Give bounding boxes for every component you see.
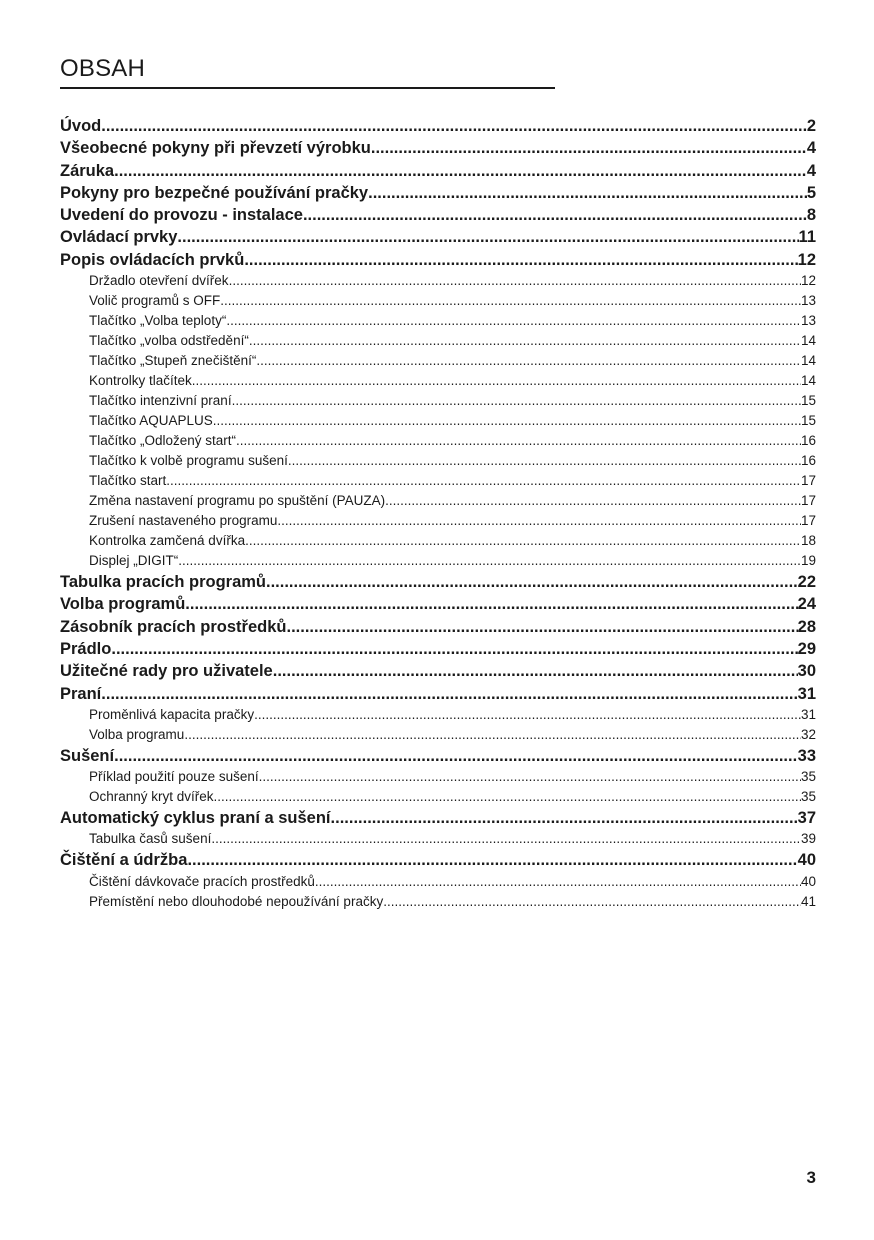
- page-number: 3: [806, 1168, 816, 1187]
- toc-section-entry[interactable]: [60, 491, 816, 511]
- toc-dot-leader: [254, 705, 801, 725]
- toc-dot-leader: [371, 137, 807, 159]
- toc-entry-label: Kontrolky tlačítek: [89, 373, 192, 389]
- toc-entry-page-number: 28: [797, 617, 816, 636]
- toc-entry-label: Tabulka časů sušení: [89, 831, 212, 847]
- toc-section-entry[interactable]: [60, 371, 816, 391]
- toc-entry-page-number: 8: [806, 206, 816, 225]
- toc-entry-page-number: 17: [800, 493, 816, 509]
- toc-entry-page-number: 40: [797, 851, 816, 870]
- toc-section-entry[interactable]: [60, 725, 816, 745]
- toc-entry-label: Záruka: [60, 161, 115, 180]
- toc-entry-page-number: 11: [798, 228, 816, 247]
- toc-entry-page-number: 4: [806, 139, 816, 158]
- toc-dot-leader: [111, 638, 797, 660]
- toc-entry-page-number: 15: [800, 413, 816, 429]
- toc-chapter-entry[interactable]: [60, 182, 816, 204]
- toc-entry-page-number: 17: [800, 513, 816, 529]
- toc-entry-label: Tlačítko intenzivní praní: [89, 393, 232, 409]
- toc-section-entry[interactable]: [60, 531, 816, 551]
- toc-chapter-entry[interactable]: [60, 683, 816, 705]
- toc-section-entry[interactable]: [60, 451, 816, 471]
- toc-section-entry[interactable]: [60, 291, 816, 311]
- toc-entry-page-number: 19: [800, 553, 816, 569]
- toc-entry-page-number: 37: [797, 809, 816, 828]
- toc-entry-page-number: 40: [800, 873, 816, 889]
- toc-section-entry[interactable]: [60, 511, 816, 531]
- toc-entry-page-number: 13: [800, 313, 816, 329]
- toc-dot-leader: [232, 391, 801, 411]
- toc-dot-leader: [101, 115, 807, 137]
- toc-chapter-entry[interactable]: [60, 204, 816, 226]
- toc-section-entry[interactable]: [60, 892, 816, 912]
- toc-entry-page-number: 15: [800, 393, 816, 409]
- toc-dot-leader: [383, 892, 801, 912]
- toc-dot-leader: [185, 593, 797, 615]
- toc-section-entry[interactable]: [60, 431, 816, 451]
- toc-chapter-entry[interactable]: [60, 807, 816, 829]
- toc-chapter-entry[interactable]: [60, 226, 816, 248]
- toc-section-entry[interactable]: [60, 705, 816, 725]
- toc-section-entry[interactable]: [60, 872, 816, 892]
- toc-dot-leader: [214, 787, 801, 807]
- toc-section-entry[interactable]: [60, 551, 816, 571]
- toc-dot-leader: [211, 829, 801, 849]
- toc-entry-label: Přemístění nebo dlouhodobé nepoužívání pračky: [89, 893, 384, 909]
- toc-dot-leader: [226, 311, 801, 331]
- toc-chapter-entry[interactable]: [60, 638, 816, 660]
- toc-dot-leader: [244, 249, 797, 271]
- toc-entry-page-number: 29: [797, 639, 816, 658]
- toc-entry-label: Sušení: [60, 746, 115, 765]
- toc-entry-page-number: 31: [800, 706, 816, 722]
- toc-section-entry[interactable]: [60, 767, 816, 787]
- toc-dot-leader: [114, 745, 798, 767]
- toc-entry-page-number: 35: [800, 769, 816, 785]
- toc-entry-page-number: 31: [797, 684, 816, 703]
- toc-section-entry[interactable]: [60, 311, 816, 331]
- toc-chapter-entry[interactable]: [60, 593, 816, 615]
- toc-dot-leader: [331, 807, 798, 829]
- toc-dot-leader: [245, 531, 801, 551]
- toc-entry-page-number: 32: [800, 726, 816, 742]
- toc-section-entry[interactable]: [60, 391, 816, 411]
- toc-section-entry[interactable]: [60, 787, 816, 807]
- toc-entry-label: Kontrolka zamčená dvířka: [89, 533, 246, 549]
- toc-dot-leader: [213, 411, 801, 431]
- toc-entry-label: Prádlo: [60, 639, 112, 658]
- toc-entry-label: Zásobník pracích prostředků: [60, 617, 287, 636]
- toc-entry-page-number: 14: [800, 373, 816, 389]
- toc-dot-leader: [259, 767, 801, 787]
- toc-entry-label: Držadlo otevření dvířek: [89, 273, 229, 289]
- toc-entry-label: Příklad použití pouze sušení: [89, 769, 259, 785]
- toc-entry-label: Čištění dávkovače pracích prostředků: [89, 873, 315, 889]
- toc-section-entry[interactable]: [60, 829, 816, 849]
- toc-chapter-entry[interactable]: [60, 660, 816, 682]
- toc-dot-leader: [192, 371, 801, 391]
- toc-section-entry[interactable]: [60, 471, 816, 491]
- toc-entry-page-number: 33: [797, 746, 816, 765]
- toc-chapter-entry[interactable]: [60, 249, 816, 271]
- toc-dot-leader: [184, 725, 801, 745]
- toc-dot-leader: [187, 849, 797, 871]
- toc-dot-leader: [315, 872, 801, 892]
- toc-dot-leader: [256, 351, 801, 371]
- toc-dot-leader: [177, 226, 798, 248]
- toc-entry-label: Tabulka pracích programů: [60, 573, 266, 592]
- toc-entry-label: Automatický cyklus praní a sušení: [60, 809, 331, 828]
- toc-entry-label: Ovládací prvky: [60, 228, 178, 247]
- toc-dot-leader: [249, 331, 801, 351]
- toc-entry-page-number: 41: [800, 893, 816, 909]
- table-of-contents: [60, 115, 816, 912]
- toc-chapter-entry[interactable]: [60, 137, 816, 159]
- toc-dot-leader: [286, 616, 797, 638]
- toc-entry-label: Tlačítko start: [89, 473, 167, 489]
- toc-entry-label: Všeobecné pokyny při převzetí výrobku: [60, 139, 371, 158]
- toc-dot-leader: [303, 204, 807, 226]
- toc-entry-page-number: 16: [800, 433, 816, 449]
- toc-entry-label: Proměnlivá kapacita pračky: [89, 706, 255, 722]
- toc-dot-leader: [288, 451, 801, 471]
- toc-entry-label: Uvedení do provozu - instalace: [60, 206, 303, 225]
- toc-entry-page-number: 14: [800, 353, 816, 369]
- toc-section-entry[interactable]: [60, 331, 816, 351]
- toc-dot-leader: [236, 431, 801, 451]
- toc-entry-page-number: 35: [800, 789, 816, 805]
- toc-entry-page-number: 24: [797, 595, 816, 614]
- toc-entry-label: Tlačítko k volbě programu sušení: [89, 453, 288, 469]
- toc-entry-page-number: 18: [800, 533, 816, 549]
- toc-chapter-entry[interactable]: [60, 616, 816, 638]
- page-title: OBSAH: [60, 55, 146, 82]
- toc-entry-page-number: 39: [800, 831, 816, 847]
- toc-chapter-entry[interactable]: [60, 115, 816, 137]
- toc-entry-label: Čištění a údržba: [60, 851, 188, 870]
- toc-entry-page-number: 14: [800, 333, 816, 349]
- toc-entry-label: Tlačítko „Odložený start“: [89, 433, 237, 449]
- toc-entry-label: Popis ovládacích prvků: [60, 250, 245, 269]
- title-underline: [60, 87, 555, 89]
- toc-entry-label: Užitečné rady pro uživatele: [60, 662, 273, 681]
- toc-chapter-entry[interactable]: [60, 745, 816, 767]
- toc-entry-page-number: 12: [800, 273, 816, 289]
- toc-dot-leader: [273, 660, 798, 682]
- toc-chapter-entry[interactable]: [60, 849, 816, 871]
- toc-dot-leader: [114, 160, 807, 182]
- toc-entry-label: Tlačítko „Stupeň znečištění“: [89, 353, 257, 369]
- toc-dot-leader: [229, 271, 801, 291]
- toc-entry-page-number: 22: [797, 573, 816, 592]
- toc-entry-label: Praní: [60, 684, 102, 703]
- toc-dot-leader: [266, 571, 798, 593]
- toc-entry-page-number: 16: [800, 453, 816, 469]
- toc-entry-label: Volič programů s OFF: [89, 293, 221, 309]
- toc-dot-leader: [166, 471, 801, 491]
- toc-entry-label: Tlačítko AQUAPLUS: [89, 413, 213, 429]
- toc-entry-page-number: 2: [806, 117, 816, 135]
- toc-section-entry[interactable]: [60, 351, 816, 371]
- toc-entry-page-number: 30: [797, 662, 816, 681]
- toc-entry-page-number: 12: [797, 250, 816, 269]
- toc-dot-leader: [368, 182, 807, 204]
- toc-entry-page-number: 4: [806, 161, 816, 180]
- toc-entry-label: Změna nastavení programu po spuštění (PAUZA): [89, 493, 386, 509]
- toc-section-entry[interactable]: [60, 411, 816, 431]
- toc-chapter-entry[interactable]: [60, 571, 816, 593]
- toc-dot-leader: [277, 511, 801, 531]
- toc-entry-label: Volba programu: [89, 726, 185, 742]
- toc-entry-label: Tlačítko „Volba teploty“: [89, 313, 227, 329]
- toc-entry-label: Volba programů: [60, 595, 186, 614]
- toc-dot-leader: [385, 491, 801, 511]
- toc-entry-label: Úvod: [60, 117, 102, 135]
- toc-chapter-entry[interactable]: [60, 160, 816, 182]
- toc-entry-label: Tlačítko „volba odstředění“: [89, 333, 249, 349]
- toc-entry-page-number: 17: [800, 473, 816, 489]
- toc-entry-page-number: 5: [806, 183, 816, 202]
- toc-entry-label: Pokyny pro bezpečné používání pračky: [60, 183, 369, 202]
- toc-dot-leader: [220, 291, 801, 311]
- toc-section-entry[interactable]: [60, 271, 816, 291]
- toc-entry-label: Ochranný kryt dvířek: [89, 789, 214, 805]
- toc-dot-leader: [101, 683, 797, 705]
- toc-entry-page-number: 13: [800, 293, 816, 309]
- toc-dot-leader: [178, 551, 801, 571]
- toc-entry-label: Displej „DIGIT“: [89, 553, 179, 569]
- toc-entry-label: Zrušení nastaveného programu: [89, 513, 278, 529]
